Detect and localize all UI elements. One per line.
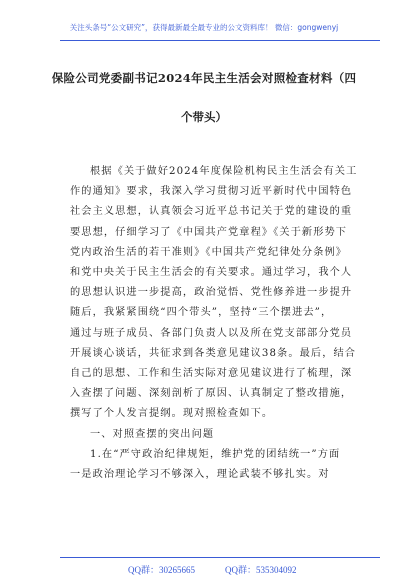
body-line: 通过与班子成员、各部门负责人以及所在党支部部分党员 xyxy=(70,328,353,339)
document-title-line2: 个带头） xyxy=(181,110,227,124)
footer-qq-group-left: QQ群：30265665 xyxy=(128,565,195,575)
header-banner: 关注头条号“公文研究”，获得最新最全最专业的公文资料库！ 微信：gongwenyj xyxy=(69,23,339,32)
body-line: 的思想认识进一步提高，政治觉悟、党性修养进一步提升 xyxy=(70,287,353,298)
body-line: 撰写了个人发言提纲。现对照检查如下。 xyxy=(70,408,274,419)
header-rule xyxy=(60,40,380,41)
document-title-line1: 保险公司党委副书记2024年民主生活会对照检查材料（四 xyxy=(51,71,357,85)
body-line: 一是政治理论学习不够深入，理论武装不够扎实。对 xyxy=(70,469,330,480)
body-line: 作的通知》要求，我深入学习贯彻习近平新时代中国特色 xyxy=(70,186,353,197)
footer-qq-group-right: QQ群：535304092 xyxy=(225,565,297,575)
body-line: 要思想，仔细学习了《中国共产党章程》《关于新形势下 xyxy=(70,227,348,238)
section-heading: 一、对照查摆的突出问题 xyxy=(90,429,215,440)
body-line: 社会主义思想，认真领会习近平总书记关于党的建设的重 xyxy=(70,206,353,217)
body-line: 根据《关于做好2024年度保险机构民主生活会有关工 xyxy=(90,166,358,177)
body-line: 随后，我紧紧围绕“四个带头”，坚持“三个摆进去”， xyxy=(70,307,333,318)
footer-rule xyxy=(60,557,380,558)
body-line: 和党中央关于民主生活会的有关要求。通过学习，我个人 xyxy=(70,267,353,278)
subsection-heading: 1.在“严守政治纪律规矩，维护党的团结统一”方面 xyxy=(90,449,341,460)
body-line: 自己的思想、工作和生活实际对意见建议进行了梳理，深 xyxy=(70,368,353,379)
body-line: 开展谈心谈话，共征求到各类意见建议38条。最后，结合 xyxy=(70,348,357,359)
body-line: 党内政治生活的若干准则》《中国共产党纪律处分条例》 xyxy=(70,247,348,258)
body-line: 入查摆了问题、深刻剖析了原因、认真制定了整改措施， xyxy=(70,388,353,399)
